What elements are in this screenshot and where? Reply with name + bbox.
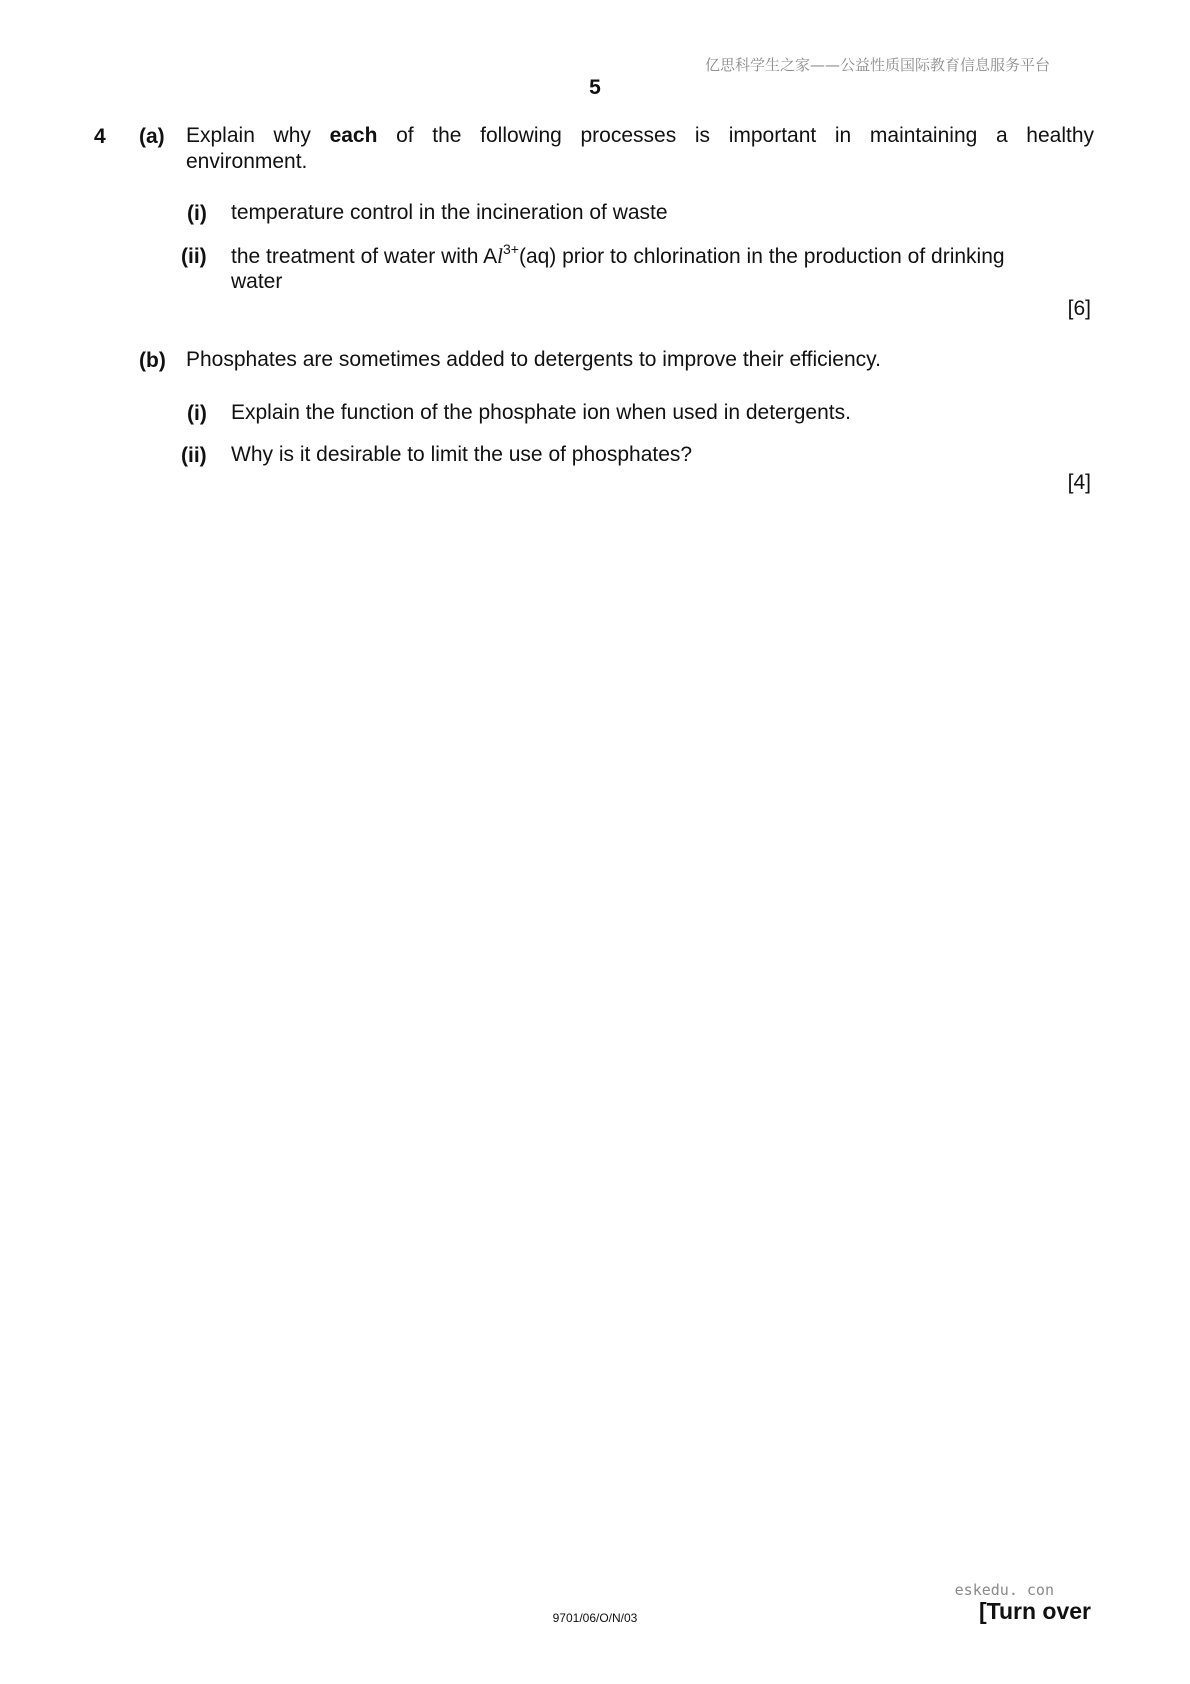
- part-a-ii-text: [231, 243, 1005, 271]
- aluminium-l-glyph: l: [497, 244, 503, 268]
- part-a-ii-text-start: the treatment of water with A: [231, 245, 498, 268]
- part-b-marks: [4]: [1067, 471, 1091, 494]
- part-a-marks: [6]: [1067, 297, 1091, 320]
- part-a-ii-label: (ii): [181, 245, 207, 268]
- question-number: 4: [94, 125, 106, 148]
- part-a-intro-start: Explain why: [186, 124, 311, 147]
- part-a-i-label: (i): [187, 202, 207, 225]
- charge-superscript: 3+: [502, 241, 519, 257]
- part-a-i-text: temperature control in the incineration of waste: [231, 201, 668, 224]
- part-b-intro: Phosphates are sometimes added to detergents to improve their efficiency.: [186, 348, 881, 371]
- part-b-i-label: (i): [187, 402, 207, 425]
- paper-code: 9701/06/O/N/03: [552, 1611, 638, 1625]
- part-a-intro: [186, 123, 1094, 149]
- part-b-ii-text: Why is it desirable to limit the use of phosphates?: [231, 443, 693, 466]
- part-b-label: (b): [139, 349, 166, 372]
- part-b-i-text: Explain the function of the phosphate ion when used in detergents.: [231, 401, 851, 424]
- turn-over-label: [Turn over: [978, 1598, 1091, 1624]
- part-b-ii-label: (ii): [181, 444, 207, 467]
- part-a-label: (a): [139, 125, 165, 148]
- part-a-intro-bold: each: [329, 124, 378, 147]
- part-a-ii-line2: water: [231, 270, 283, 293]
- part-a-intro-end: of the following processes is important in maintaining a healthy: [396, 124, 1095, 147]
- part-a-intro-line2: environment.: [186, 150, 308, 173]
- header-watermark: 亿思科学生之家——公益性质国际教育信息服务平台: [704, 56, 1050, 74]
- page-number: 5: [589, 76, 601, 99]
- footer-watermark: eskedu. con: [954, 1581, 1054, 1599]
- part-a-ii-text-end: (aq) prior to chlorination in the production of drinking: [518, 245, 1005, 268]
